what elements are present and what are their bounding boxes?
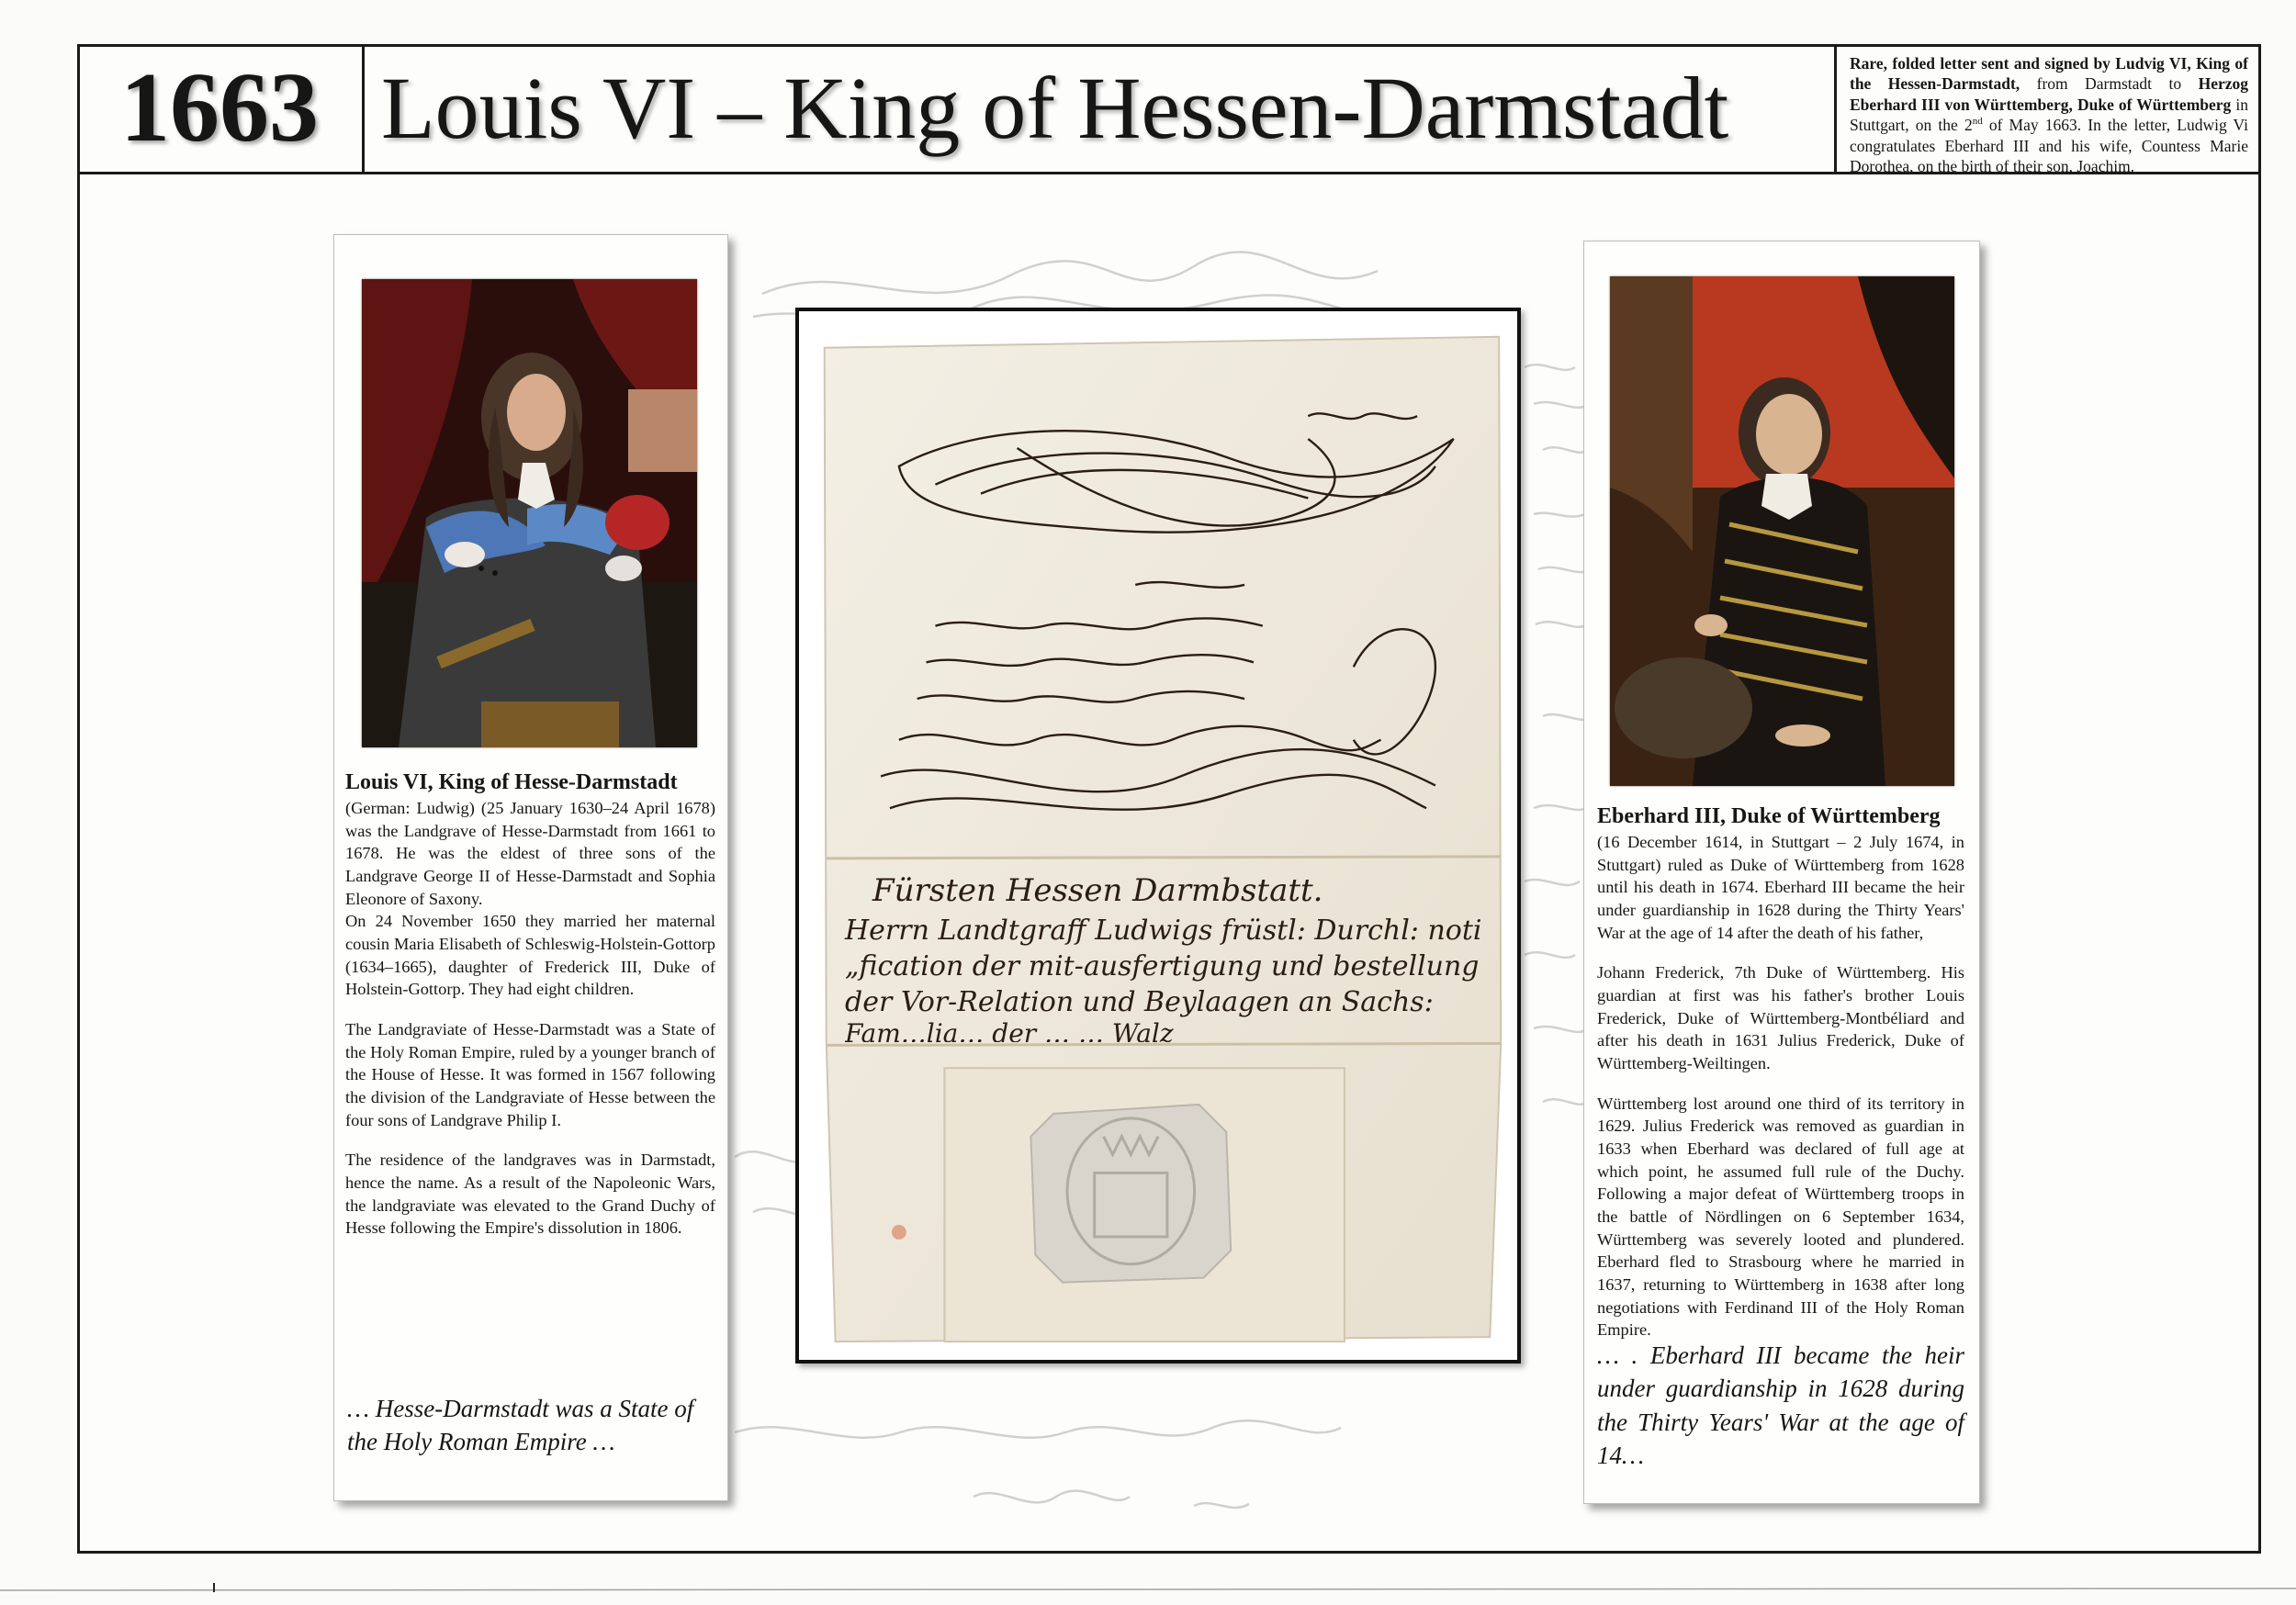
louis-vi-quote: … Hesse-Darmstadt was a State of the Holy Roman Empire … bbox=[347, 1395, 694, 1456]
letter-line-2: Herrn Landtgraff Ludwigs früstl: Durchl: noti bbox=[845, 915, 1482, 947]
eberhard-iii-bio-title: Eberhard III, Duke of Württemberg bbox=[1597, 804, 1941, 828]
year-label: 1663 bbox=[77, 44, 365, 174]
louis-vi-bio-p3: The residence of the landgraves was in Darmstadt, hence the name. As a result of the Napoleonic Wars, the landgraviate was elevated to the Grand Duchy of Hesse following the Empire's dissolution in 1806. bbox=[345, 1150, 715, 1238]
desc-text-4: in Stuttgart, on the 2 bbox=[1850, 95, 2248, 135]
letter-line-4: der Vor-Relation und Beylaagen an Sachs: bbox=[845, 986, 1434, 1018]
eberhard-iii-bio-p2: Johann Frederick, 7th Duke of Württemberg. His guardian at first was his father's brother Louis Frederick, Duke of Württemberg-Montbéliard and after his death in 1631 Julius Frederick, Duke of Württemberg-Weiltingen. bbox=[1597, 963, 1964, 1073]
letter-line-3: „fication der mit-ausfertigung und bestellung bbox=[845, 950, 1480, 982]
desc-sup: nd bbox=[1972, 116, 1983, 128]
page-title: Louis VI – King of Hessen-Darmstadt bbox=[365, 44, 1834, 174]
letter-image bbox=[795, 308, 1521, 1364]
louis-vi-bio-p1: (German: Ludwig) (25 January 1630–24 April 1678) was the Landgrave of Hesse-Darmstadt from 1661 to 1678. He was the eldest of three sons of the Landgrave George II of Hesse-Darmstadt and Sophia Eleonore of Saxony. bbox=[345, 799, 715, 908]
letter-description bbox=[1834, 44, 2261, 174]
louis-vi-panel bbox=[333, 234, 728, 1501]
desc-text-2: from Darmstadt to bbox=[2020, 74, 2199, 94]
letter-line-5: Fam…lia… der … … Walz bbox=[845, 1018, 1174, 1042]
header bbox=[77, 44, 2261, 174]
eberhard-iii-panel bbox=[1583, 241, 1980, 1504]
louis-vi-bio-p2: The Landgraviate of Hesse-Darmstadt was a State of the Holy Roman Empire, ruled by a younger branch of the House of Hesse. It was formed in 1567 following the division of the Landgraviate of Hesse between the four sons of Landgrave Philip I. bbox=[345, 1020, 715, 1129]
louis-vi-bio-title: Louis VI, King of Hesse-Darmstadt bbox=[345, 770, 678, 794]
desc-bold-3: Herzog Eberhard III von Württemberg, Duke of Württemberg bbox=[1850, 74, 2248, 114]
louis-vi-bio-p1b: On 24 November 1650 they married her maternal cousin Maria Elisabeth of Schleswig-Holstein-Gottorp (1634–1665), daughter of Frederick III, Duke of Holstein-Gottorp. They had eight children. bbox=[345, 912, 715, 999]
eberhard-iii-bio-p3: Württemberg lost around one third of its territory in 1629. Julius Frederick was removed as guardian in 1633 when Eberhard was declared of full age at which point, he assumed full rule of the Duchy. Following a major defeat of Württemberg troops in the battle of Nördlingen on 6 September 1634, Württemberg was severely looted and plundered. Eberhard fled to Strasbourg where he married in 1637, returning to Württemberg in 1638 after long negotiations with Ferdinand III of the Holy Roman Empire. bbox=[1597, 1094, 1964, 1340]
letter-line-1: Fürsten Hessen Darmbstatt. bbox=[872, 872, 1323, 909]
letter-script bbox=[845, 872, 1506, 1042]
wax-seal bbox=[1030, 1105, 1231, 1283]
eberhard-iii-bio bbox=[1597, 802, 1964, 1359]
louis-vi-portrait bbox=[362, 279, 697, 747]
louis-vi-bio bbox=[345, 768, 715, 1257]
eberhard-iii-quote: … . Eberhard III became the heir under guardianship in 1628 during the Thirty Years' War at the age of 14… bbox=[1597, 1341, 1964, 1470]
eberhard-iii-bio-p1: (16 December 1614, in Stuttgart – 2 July 1674, in Stuttgart) ruled as Duke of Württemberg from 1628 until his death in 1674. Eberhard III became the heir under guardianship in 1628 during the Thirty Years' War at the age of 14 after the death of his father, bbox=[1597, 833, 1964, 942]
desc-text-5: of May 1663. In the letter, Ludwig Vi congratulates Eberhard III and his wife, Countess Marie Dorothea, on the birth of their son, Joachim. bbox=[1850, 116, 2248, 175]
eberhard-iii-portrait bbox=[1610, 276, 1954, 786]
desc-bold-1: Rare, folded letter sent and signed by Ludvig VI, King of the Hessen-Darmstadt, bbox=[1850, 54, 2248, 94]
scan-edge-marks bbox=[0, 1581, 2296, 1599]
